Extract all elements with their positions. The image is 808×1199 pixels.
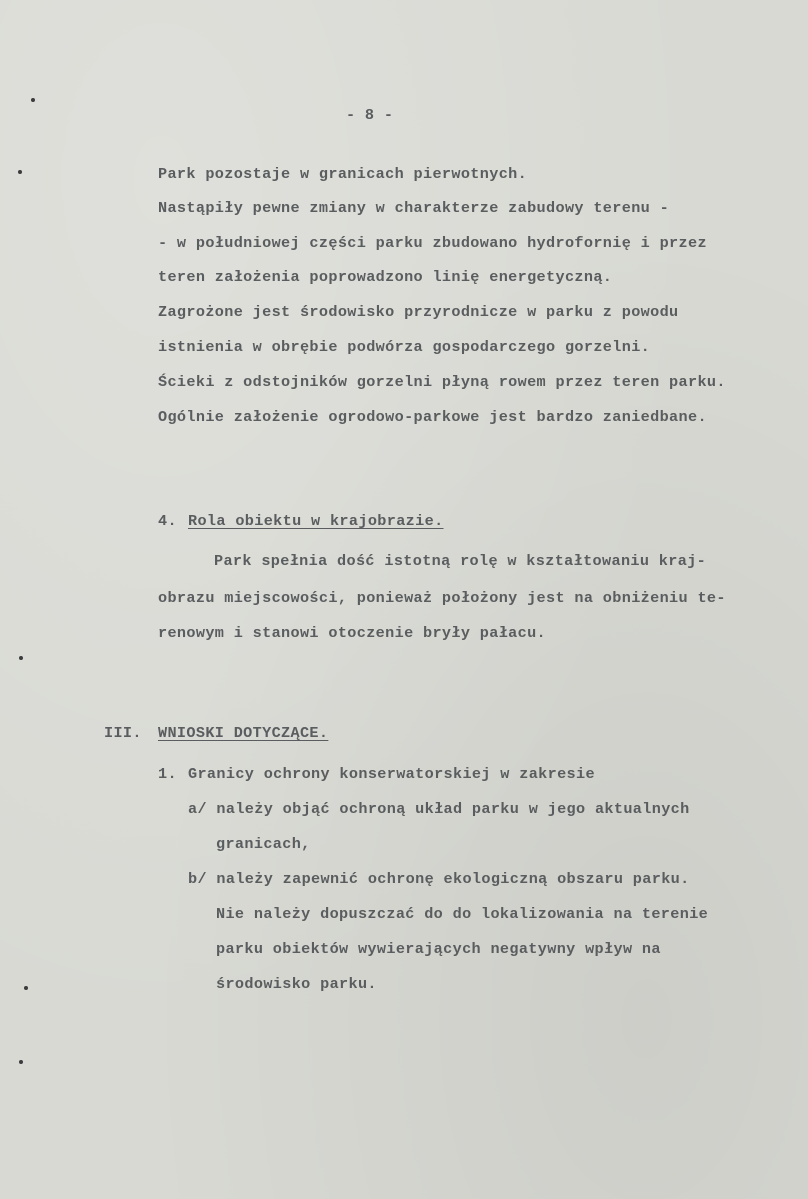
margin-speck [31,98,35,102]
section-4-heading: Rola obiektu w krajobrazie. [188,512,444,530]
sub-item-b-continuation: środowisko parku. [216,975,377,993]
text-line: Ścieki z odstojników gorzelni płyną rowem przez teren parku. [158,373,726,391]
text-line: teren założenia poprowadzono linię energetyczną. [158,268,613,286]
text-line: obrazu miejscowości, ponieważ położony jest na obniżeniu te- [158,589,726,607]
item-1-number: 1. [158,765,177,783]
section-4-number: 4. [158,512,177,530]
text-line: istnienia w obrębie podwórza gospodarczego gorzelni. [158,338,651,356]
text-line: Ogólnie założenie ogrodowo-parkowe jest bardzo zaniedbane. [158,408,707,426]
text-line: Park spełnia dość istotną rolę w kształtowaniu kraj- [214,552,707,570]
section-III-heading: WNIOSKI DOTYCZĄCE. [158,724,329,742]
item-1-text: Granicy ochrony konserwatorskiej w zakresie [188,765,595,783]
sub-item-b-continuation: Nie należy dopuszczać do do lokalizowania na terenie [216,905,709,923]
page-number: - 8 - [346,106,394,124]
margin-speck [19,1060,23,1064]
text-line: - w południowej części parku zbudowano hydrofornię i przez [158,234,707,252]
text-line: Zagrożone jest środowisko przyrodnicze w parku z powodu [158,303,679,321]
sub-item-b-continuation: parku obiektów wywierających negatywny wpływ na [216,940,661,958]
margin-speck [24,986,28,990]
sub-item-a-continuation: granicach, [216,835,311,853]
margin-speck [19,656,23,660]
text-line: renowym i stanowi otoczenie bryły pałacu. [158,624,547,642]
sub-item-a: a/ należy objąć ochroną układ parku w jego aktualnych [188,800,690,818]
text-line: Park pozostaje w granicach pierwotnych. [158,165,528,183]
text-line: Nastąpiły pewne zmiany w charakterze zabudowy terenu - [158,199,670,217]
sub-item-b: b/ należy zapewnić ochronę ekologiczną obszaru parku. [188,870,690,888]
section-III-number: III. [104,724,142,742]
margin-speck [18,170,22,174]
